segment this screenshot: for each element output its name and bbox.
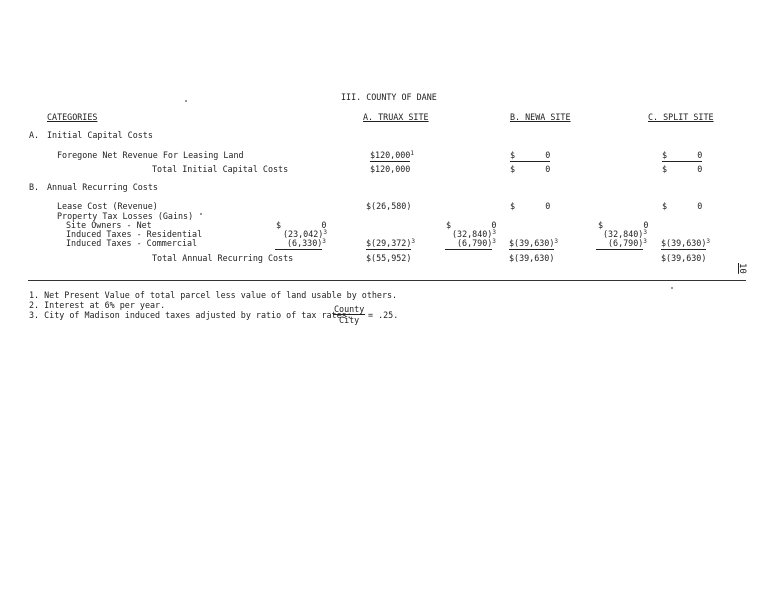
footnote-3: 3. City of Madison induced taxes adjusted by ratio of tax rates: — [29, 310, 352, 320]
induced-residential-label: Induced Taxes - Residential — [66, 229, 203, 239]
ratio-numerator: County — [334, 304, 365, 314]
truax-site-owners: $ 0 — [276, 220, 327, 230]
split-tax-sum: $\$(39,630)^3$ — [661, 238, 711, 248]
newa-tax-sum: $\$(39,630)^3$ — [509, 238, 559, 248]
truax-residential: $(23,042)^3$ — [283, 229, 327, 239]
footnote-1: 1. Net Present Value of total parcel less value of land usable by others. — [29, 290, 398, 300]
truax-commercial: $(6,330)^3$ — [275, 239, 326, 247]
newa-site-owners: $ 0 — [446, 220, 497, 230]
total-initial-newa: $ 0 — [510, 164, 551, 174]
foregone-revenue-split: $ 0 — [662, 150, 703, 160]
site-owners-label: Site Owners - Net — [66, 220, 152, 230]
section-a-title: Initial Capital Costs — [47, 130, 153, 140]
newa-commercial: $(6,790)^3$ — [445, 239, 496, 247]
ratio-denominator: City — [339, 315, 360, 326]
split-site-owners: $ 0 — [598, 220, 649, 230]
header-newa-site: B. NEWA SITE — [510, 112, 571, 122]
lease-cost-truax: $(26,580) — [366, 201, 412, 211]
ratio-value: = .25. — [368, 310, 399, 320]
footnote-2: 2. Interest at 6% per year. — [29, 300, 166, 310]
page-title: III. COUNTY OF DANE — [341, 92, 437, 102]
foregone-revenue-truax: $120,000$^1$ — [370, 150, 414, 160]
lease-cost-split: $ 0 — [662, 201, 703, 211]
total-initial-label: Total Initial Capital Costs — [152, 164, 289, 174]
section-b-title: Annual Recurring Costs — [47, 182, 158, 192]
header-split-site: C. SPLIT SITE — [648, 112, 714, 122]
scan-speck — [185, 100, 187, 102]
header-truax-site: A. TRUAX SITE — [363, 112, 429, 122]
split-residential: $(32,840)^3$ — [603, 229, 647, 239]
scan-speck — [200, 213, 202, 215]
footnote-divider — [28, 280, 746, 281]
lease-cost-newa: $ 0 — [510, 201, 551, 211]
page-number: 10 — [737, 263, 747, 274]
scan-speck — [671, 287, 673, 289]
truax-tax-sum: $\$(29,372)^3$ — [366, 238, 416, 248]
foregone-revenue-newa: $ 0 — [510, 150, 551, 160]
induced-commercial-label: Induced Taxes - Commercial — [66, 238, 198, 248]
total-initial-truax: $120,000 — [370, 164, 411, 174]
lease-cost-label: Lease Cost (Revenue) — [57, 201, 158, 211]
property-tax-label: Property Tax Losses (Gains) — [57, 211, 194, 221]
split-commercial: $(6,790)^3$ — [596, 239, 647, 247]
total-annual-split: $(39,630) — [661, 253, 707, 263]
section-b-letter: B. — [29, 182, 40, 192]
total-annual-label: Total Annual Recurring Costs — [152, 253, 294, 263]
newa-residential: $(32,840)^3$ — [452, 229, 496, 239]
foregone-revenue-label: Foregone Net Revenue For Leasing Land — [57, 150, 244, 160]
total-initial-split: $ 0 — [662, 164, 703, 174]
total-annual-truax: $(55,952) — [366, 253, 412, 263]
header-categories: CATEGORIES — [47, 112, 98, 122]
total-annual-newa: $(39,630) — [509, 253, 555, 263]
section-a-letter: A. — [29, 130, 40, 140]
tax-rate-ratio — [333, 305, 365, 325]
